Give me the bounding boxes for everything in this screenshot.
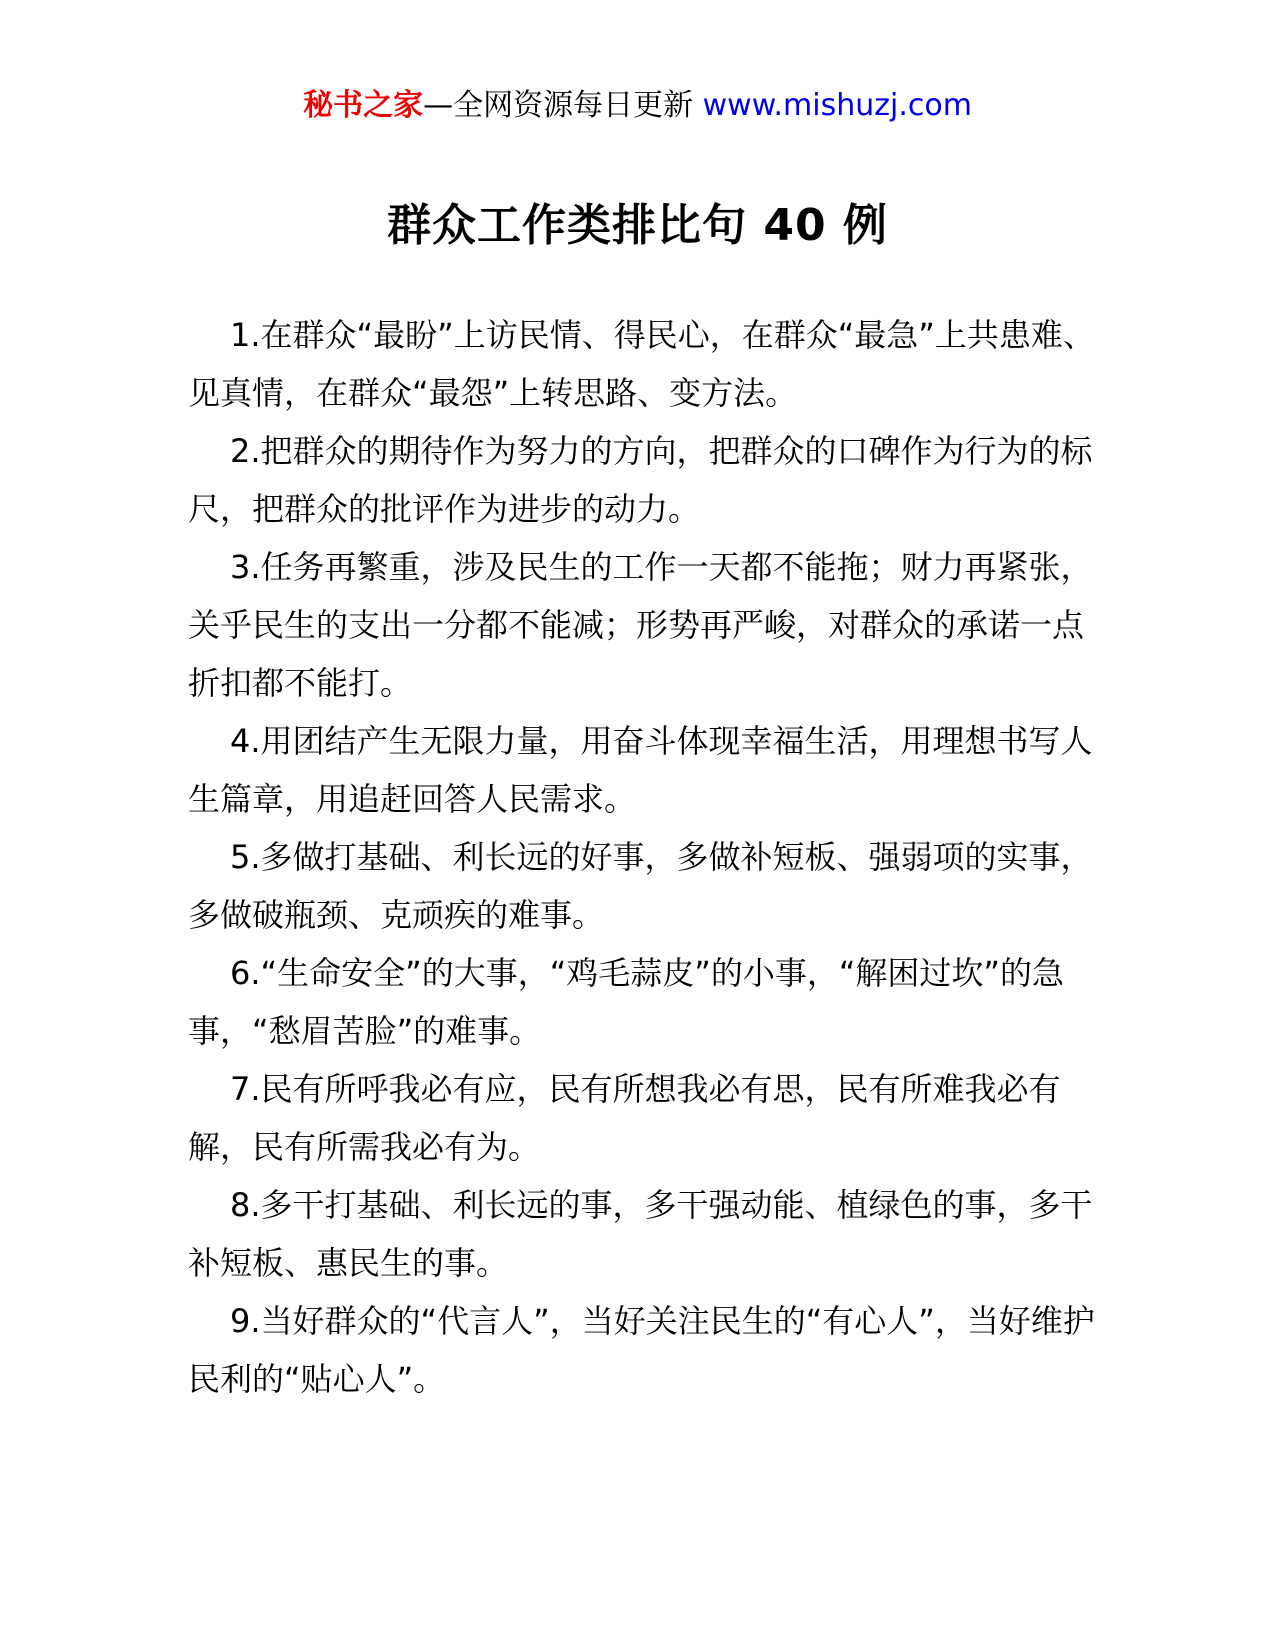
document-body [188,306,1098,1408]
paragraph-3: 3.任务再繁重，涉及民生的工作一天都不能拖；财力再紧张，关乎民生的支出一分都不能减；形势再严峻，对群众的承诺一点折扣都不能打。 [188,548,1093,702]
header-tagline: —全网资源每日更新 [423,88,703,123]
paragraph-1: 1.在群众“最盼”上访民情、得民心，在群众“最急”上共患难、见真情，在群众“最怨”上转思路、变方法。 [188,316,1095,412]
paragraph-6: 6.“生命安全”的大事，“鸡毛蒜皮”的小事，“解困过坎”的急事，“愁眉苦脸”的难事。 [188,954,1065,1050]
paragraph-2: 2.把群众的期待作为努力的方向，把群众的口碑作为行为的标尺，把群众的批评作为进步的动力。 [188,432,1093,528]
paragraph-4: 4.用团结产生无限力量，用奋斗体现幸福生活，用理想书写人生篇章，用追赶回答人民需求。 [188,722,1093,818]
site-url-link[interactable]: www.mishuzj.com [702,88,972,123]
paragraph-7: 7.民有所呼我必有应，民有所想我必有思，民有所难我必有解，民有所需我必有为。 [188,1070,1061,1166]
paragraph-8: 8.多干打基础、利长远的事，多干强动能、植绿色的事，多干补短板、惠民生的事。 [188,1186,1093,1282]
brand-name: 秘书之家 [303,88,424,123]
paragraph-5: 5.多做打基础、利长远的好事，多做补短板、强弱项的实事，多做破瓶颈、克顽疾的难事。 [188,838,1093,934]
document-title: 群众工作类排比句 40 例 [387,200,888,251]
site-header [0,84,1275,128]
paragraph-9: 9.当好群众的“代言人”，当好关注民生的“有心人”，当好维护民利的“贴心人”。 [188,1302,1095,1398]
